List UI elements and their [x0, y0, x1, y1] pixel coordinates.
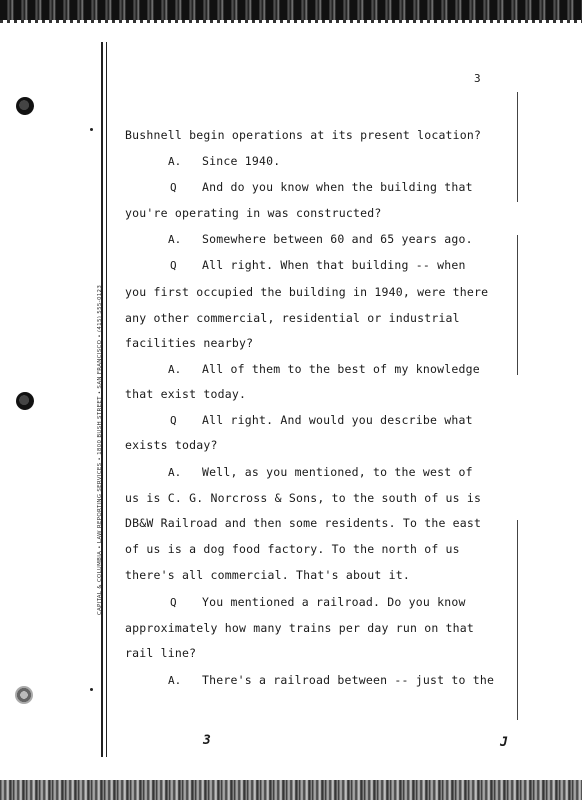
transcript-line: Bushnell begin operations at its present location?	[125, 128, 482, 142]
speaker-label: Q	[170, 596, 177, 609]
transcript-line: All right. And would you describe what	[202, 413, 473, 427]
right-margin-rule	[517, 235, 518, 375]
scan-edge-top	[0, 0, 582, 20]
punch-hole-bottom	[15, 686, 33, 704]
transcript-line: Since 1940.	[202, 154, 281, 168]
transcript-line: Somewhere between 60 and 65 years ago.	[202, 232, 473, 246]
speaker-label: A.	[168, 466, 182, 479]
transcript-line: All right. When that building -- when	[202, 258, 466, 272]
transcript-line: DB&W Railroad and then some residents. To the east	[125, 516, 482, 530]
transcript-line: All of them to the best of my knowledge	[202, 362, 480, 376]
transcript-line: Well, as you mentioned, to the west of	[202, 465, 473, 479]
transcript-line: any other commercial, residential or industrial	[125, 311, 460, 325]
left-margin-rule-inner	[106, 42, 107, 757]
transcript-line: us is C. G. Norcross & Sons, to the south of us is	[125, 491, 482, 505]
page-number: 3	[474, 72, 481, 85]
transcript-line: approximately how many trains per day run on that	[125, 621, 475, 635]
transcript-line: that exist today.	[125, 387, 247, 401]
transcript-line: rail line?	[125, 646, 197, 660]
speaker-label: A.	[168, 233, 182, 246]
transcript-line: you first occupied the building in 1940, were there	[125, 285, 489, 299]
footer-mark-right: J	[500, 735, 508, 750]
speaker-label: Q	[170, 414, 177, 427]
speaker-label: A.	[168, 674, 182, 687]
transcript-line: exists today?	[125, 438, 218, 452]
speaker-label: A.	[168, 363, 182, 376]
footer-mark-left: 3	[203, 733, 211, 748]
transcript-line: And do you know when the building that	[202, 180, 473, 194]
right-margin-rule	[517, 520, 518, 720]
punch-hole-middle	[16, 392, 34, 410]
margin-dot	[90, 128, 93, 131]
transcript-line: facilities nearby?	[125, 336, 254, 350]
transcript-line: you're operating in was constructed?	[125, 206, 382, 220]
scan-edge-bottom	[0, 780, 582, 800]
speaker-label: Q	[170, 259, 177, 272]
margin-vertical-text: CAPITAL & COLUMBIA • LAW REPORTING SERVICES • 1800 BUSH STREET • SAN FRANCISCO • (415) 555-0123	[97, 284, 103, 616]
transcript-line: of us is a dog food factory. To the north of us	[125, 542, 460, 556]
transcript-line: there's all commercial. That's about it.	[125, 568, 410, 582]
speaker-label: Q	[170, 181, 177, 194]
right-margin-rule	[517, 92, 518, 202]
transcript-line: There's a railroad between -- just to the	[202, 673, 495, 687]
speaker-label: A.	[168, 155, 182, 168]
transcript-line: You mentioned a railroad. Do you know	[202, 595, 466, 609]
margin-dot	[90, 688, 93, 691]
punch-hole-top	[16, 97, 34, 115]
